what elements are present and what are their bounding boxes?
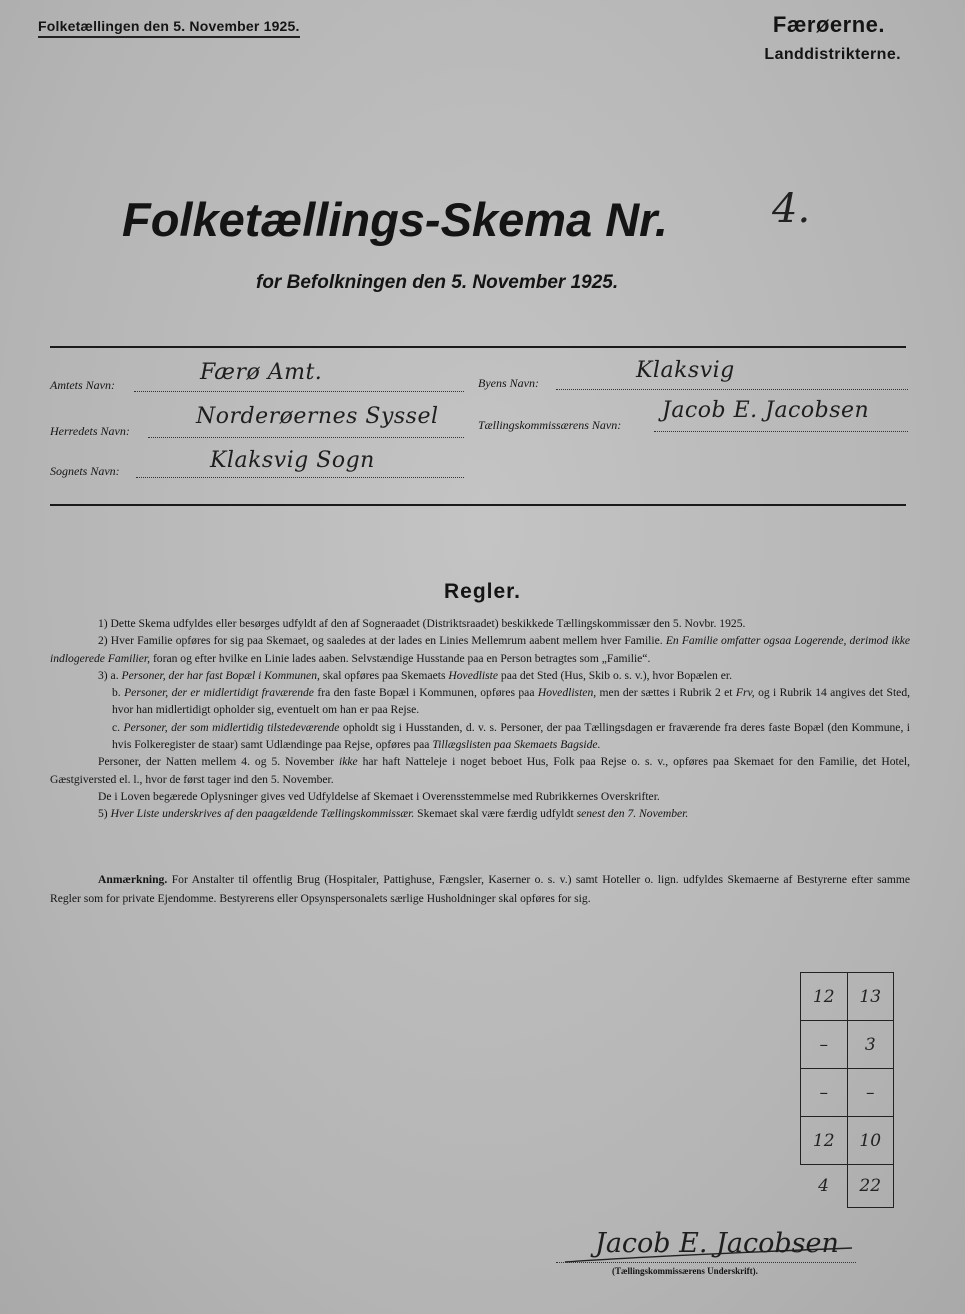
rule-6-mid: Skemaet skal være færdig udfyldt bbox=[417, 807, 574, 821]
tally-row bbox=[801, 1021, 894, 1069]
rule-3c-em: Personer, der som midlertidig tilstedeværende bbox=[123, 720, 340, 734]
rule-3a-em2: Hovedliste bbox=[448, 668, 498, 682]
rule-2 bbox=[50, 632, 910, 667]
sogn-value: Klaksvig Sogn bbox=[210, 448, 375, 473]
rule-3a-pre: 3) a. bbox=[98, 668, 119, 682]
herred-label: Herredets Navn: bbox=[50, 424, 130, 438]
rule-6 bbox=[50, 805, 910, 822]
herred-value: Norderøernes Syssel bbox=[196, 404, 439, 429]
kommissaer-dotline bbox=[654, 431, 908, 432]
form-number-handwritten: 4. bbox=[772, 186, 811, 232]
tally-cell: – bbox=[847, 1069, 894, 1117]
signature-caption: (Tællingskommissærens Underskrift). bbox=[612, 1266, 758, 1276]
tally-cell: 3 bbox=[847, 1021, 894, 1069]
anmaerkning-label: Anmærkning. bbox=[98, 873, 168, 886]
tally-cell: 13 bbox=[847, 973, 894, 1021]
top-divider bbox=[50, 346, 906, 348]
rule-3b bbox=[50, 684, 910, 719]
rule-3a bbox=[50, 667, 910, 684]
rule-3c-pre: c. bbox=[112, 720, 121, 734]
tally-cell: 12 bbox=[801, 973, 848, 1021]
rule-2-c: foran og efter hvilke en Linie lades aaben. Selvstændige Husstande paa en Person betragtes som „Familie“. bbox=[152, 651, 651, 665]
rule-3a-em: Personer, der har fast Bopæl i Kommunen, bbox=[121, 668, 320, 682]
rule-3a-mid: skal opføres paa Skemaets bbox=[322, 668, 446, 682]
sogn-dotline bbox=[136, 477, 464, 478]
amt-dotline bbox=[134, 391, 464, 392]
rule-2-b: En Familie omfatter ogsaa Logerende, derimod ikke indlogerede Familier, bbox=[50, 634, 910, 665]
rule-3b-mid: fra den faste Bopæl i Kommunen, opføres paa bbox=[317, 686, 535, 700]
rule-4-post: har haft Natteleje i noget beboet Hus, Folk paa Rejse o. s. v., opføres paa Skemaet for den Familie, det Hotel, Gæstgiversted el. l., hvor de først tager ind den 5. November. bbox=[50, 755, 910, 786]
form-subtitle: for Befolkningen den 5. November 1925. bbox=[256, 272, 619, 293]
rules-text bbox=[50, 615, 910, 823]
form-title-text: Folketællings-Skema Nr. bbox=[122, 193, 668, 246]
amt-label: Amtets Navn: bbox=[50, 378, 115, 392]
rule-5: De i Loven begærede Oplysninger gives ved Udfyldelse af Skemaet i Overensstemmelse med Rubrikkernes Overskrifter. bbox=[98, 789, 660, 803]
rule-3b-mid2: men der sættes i Rubrik 2 et bbox=[599, 686, 733, 700]
bottom-divider bbox=[50, 504, 906, 506]
rule-3b-em3: Frv, bbox=[735, 686, 755, 700]
header-region: Færøerne. bbox=[772, 12, 885, 37]
kommissaer-value: Jacob E. Jacobsen bbox=[662, 398, 870, 423]
rule-4-em: ikke bbox=[339, 755, 358, 769]
tally-row bbox=[801, 973, 894, 1021]
tally-cell: 4 bbox=[818, 1176, 829, 1197]
rule-4 bbox=[50, 753, 910, 788]
rule-3b-em: Personer, der er midlertidigt fraværende bbox=[124, 686, 314, 700]
anmaerkning-text: For Anstalter til offentlig Brug (Hospitaler, Pattighuse, Fængsler, Kaserner o. s. v.) samt Hoteller o. lign. udfyldes Skemaerne af Bestyrerne efter samme Regler som for private Ejendomme. Bestyrerens eller Opsynspersonalets særlige Husholdninger skal opføres for sig. bbox=[50, 873, 910, 905]
rule-3c-mid: opholdt sig i Husstanden, d. v. s. Personer, der paa Tællingsdagen er fraværende fra deres faste Bopæl (den Kommune, i hvis Folkeregister de staar) samt Udlændinge paa Rejse, opføres paa bbox=[112, 720, 911, 752]
rule-2-a: 2) Hver Familie opføres for sig paa Skemaet, og saaledes at der lades en Linies Mellemrum aabent mellem hver Familie. bbox=[98, 634, 663, 648]
rule-6-em: Hver Liste underskrives af den paagældende Tællingskommissær. bbox=[110, 807, 415, 821]
kommissaer-label: Tællingskommissærens Navn: bbox=[478, 418, 622, 432]
rule-3b-em2: Hovedlisten, bbox=[537, 686, 597, 700]
rule-3a-post: paa det Sted (Hus, Skib o. s. v.), hvor Bopælen er. bbox=[500, 668, 732, 682]
tally-cell: – bbox=[801, 1069, 848, 1117]
tally-cell: – bbox=[801, 1021, 848, 1069]
tally-row bbox=[801, 1069, 894, 1117]
tally-box bbox=[800, 972, 894, 1208]
signature-dotline bbox=[556, 1262, 856, 1263]
tally-row bbox=[801, 1117, 894, 1165]
regler-heading: Regler. bbox=[443, 580, 522, 603]
by-value: Klaksvig bbox=[636, 358, 735, 383]
by-label: Byens Navn: bbox=[478, 376, 539, 390]
rule-3c-em2: Tillægslisten paa Skemaets Bagside. bbox=[432, 738, 601, 752]
rule-4-pre: Personer, der Natten mellem 4. og 5. November bbox=[98, 755, 335, 769]
anmaerkning bbox=[50, 870, 910, 908]
header-district-type: Landdistrikterne. bbox=[764, 46, 901, 63]
rule-3b-pre: b. bbox=[112, 686, 121, 700]
rule-3c bbox=[50, 719, 910, 754]
herred-dotline bbox=[148, 437, 464, 438]
rule-6-em2: senest den 7. November. bbox=[576, 807, 689, 821]
rule-1: 1) Dette Skema udfyldes eller besørges udfyldt af den af Sogneraadet (Distriktsraadet) beskikkede Tællingskommissær den 5. Novbr. 1925. bbox=[98, 617, 746, 630]
tally-table bbox=[800, 972, 894, 1208]
rule-6-pre: 5) bbox=[98, 807, 108, 821]
tally-cell: 12 bbox=[801, 1117, 848, 1165]
amt-value: Færø Amt. bbox=[200, 360, 323, 385]
sogn-label: Sognets Navn: bbox=[50, 464, 120, 478]
rule-3b-post: og i Rubrik 14 angives det Sted, hvor han midlertidigt opholder sig, eventuelt om han er paa Rejse. bbox=[112, 686, 911, 717]
by-dotline bbox=[556, 389, 908, 390]
commissioner-signature: Jacob E. Jacobsen bbox=[595, 1228, 839, 1259]
tally-cell: 10 bbox=[847, 1117, 894, 1165]
tally-row-total bbox=[801, 1165, 894, 1208]
header-census-date: Folketællingen den 5. November 1925. bbox=[38, 18, 300, 38]
tally-cell: 22 bbox=[847, 1165, 894, 1208]
